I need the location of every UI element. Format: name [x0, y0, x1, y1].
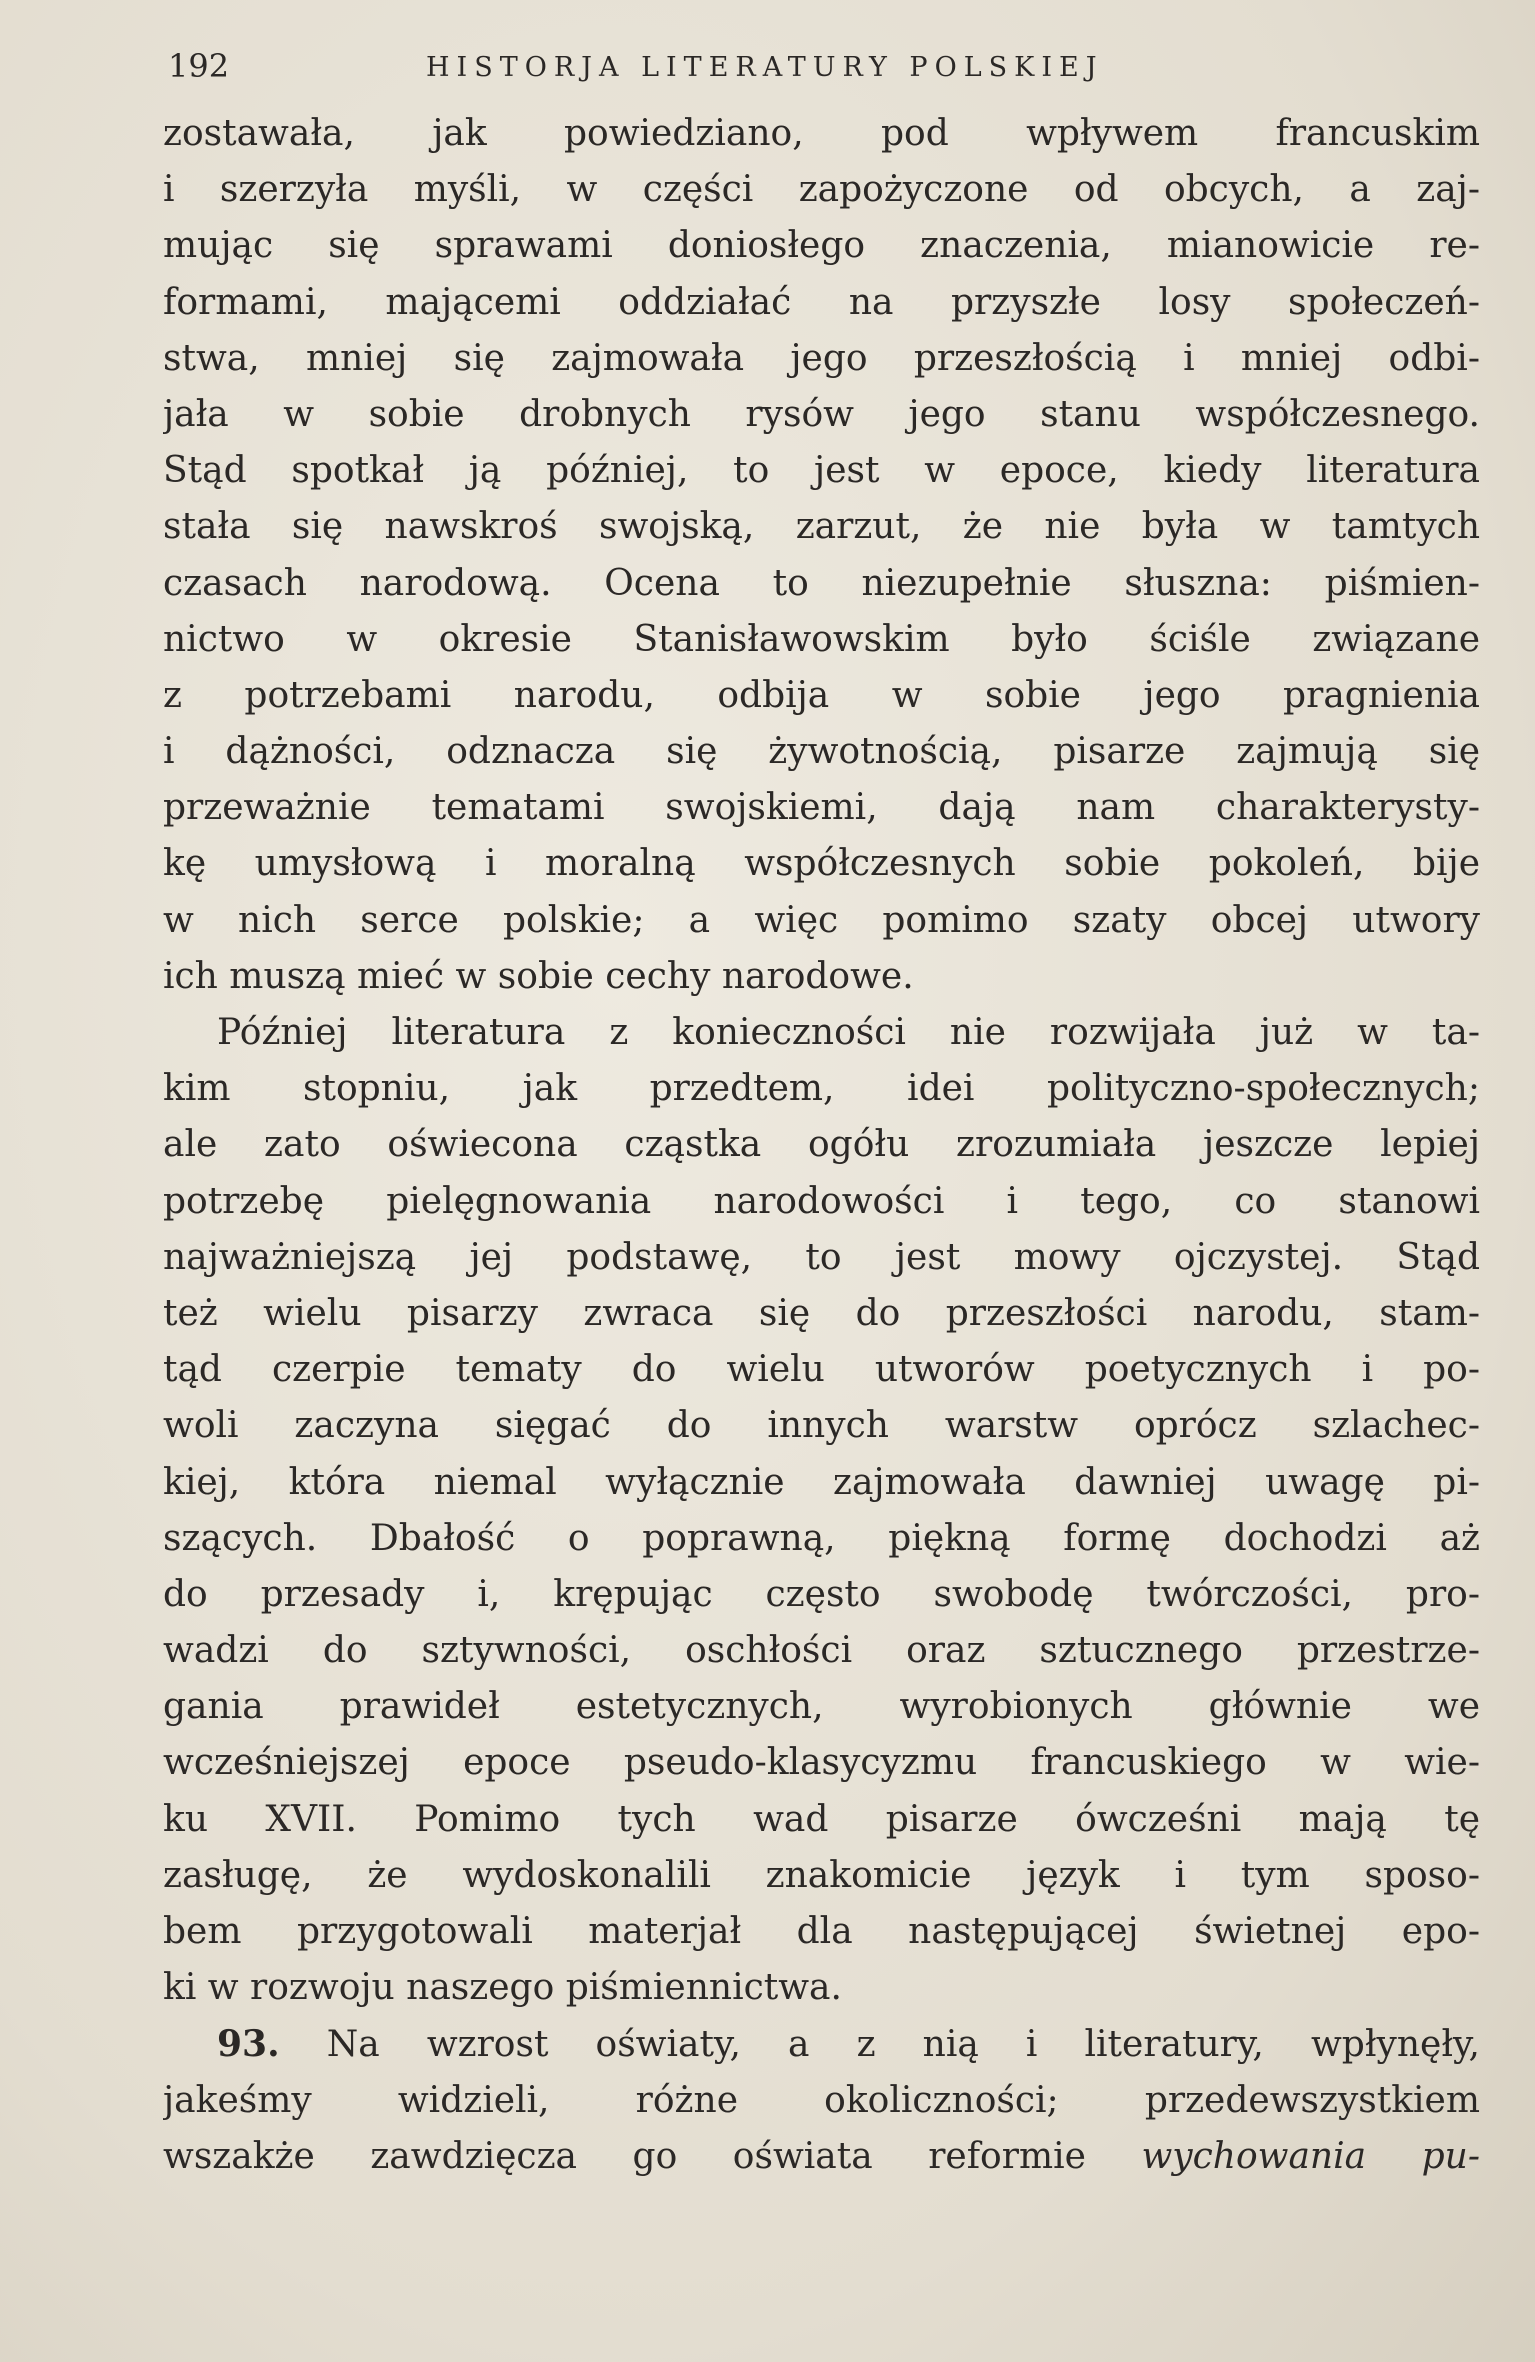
- section-93-text-plain: wszakże zawdzięcza go oświata reformie: [163, 2135, 1086, 2177]
- text-line: ale zato oświecona cząstka ogółu zrozumiała jeszcze lepiej: [163, 1124, 1480, 1166]
- text-line: kim stopniu, jak przedtem, idei polityczno-społecznych;: [163, 1068, 1480, 1110]
- page-header: [168, 44, 1478, 88]
- body-text: [163, 106, 1480, 2185]
- text-line: z potrzebami narodu, odbija w sobie jego pragnienia: [163, 674, 1480, 716]
- text-line: zasługę, że wydoskonalili znakomicie język i tym sposo-: [163, 1854, 1480, 1896]
- text-line: szących. Dbałość o poprawną, piękną formę dochodzi aż: [163, 1517, 1480, 1559]
- text-line: jała w sobie drobnych rysów jego stanu współczesnego.: [163, 393, 1480, 435]
- section-93-line-2: jakeśmy widzieli, różne okoliczności; przedewszystkiem: [163, 2079, 1480, 2121]
- text-line: ich muszą mieć w sobie cechy narodowe.: [163, 955, 914, 997]
- text-line: w nich serce polskie; a więc pomimo szaty obcej utwory: [163, 899, 1480, 941]
- text-line: kę umysłową i moralną współczesnych sobie pokoleń, bije: [163, 843, 1480, 885]
- text-line: tąd czerpie tematy do wielu utworów poetycznych i po-: [163, 1349, 1480, 1391]
- section-93-text-italic: wychowania pu-: [1141, 2135, 1480, 2177]
- section-93-text: Na wzrost oświaty, a z nią i literatury, wpłynęły,: [326, 2024, 1480, 2066]
- page-number: 192: [168, 47, 230, 85]
- text-line: gania prawideł estetycznych, wyrobionych głównie we: [163, 1686, 1480, 1728]
- text-line: i szerzyła myśli, w części zapożyczone od obcych, a zaj-: [163, 169, 1480, 211]
- text-line: przeważnie tematami swojskiemi, dają nam charakterysty-: [163, 787, 1480, 829]
- section-93-line-3: [163, 2129, 1480, 2185]
- text-line: do przesady i, krępując często swobodę twórczości, pro-: [163, 1573, 1480, 1615]
- text-line: nictwo w okresie Stanisławowskim było ściśle związane: [163, 618, 1480, 660]
- text-line: ku XVII. Pomimo tych wad pisarze ówcześni mają tę: [163, 1798, 1480, 1840]
- running-head: HISTORJA LITERATURY POLSKIEJ: [426, 52, 1104, 83]
- text-line: formami, mającemi oddziałać na przyszłe losy społeczeń-: [163, 281, 1480, 323]
- text-line: wadzi do sztywności, oschłości oraz sztucznego przestrze-: [163, 1630, 1480, 1672]
- text-line: też wielu pisarzy zwraca się do przeszłości narodu, stam-: [163, 1292, 1480, 1334]
- text-line: zostawała, jak powiedziano, pod wpływem francuskim: [163, 113, 1480, 154]
- section-number: 93.: [217, 2023, 280, 2066]
- text-line: kiej, która niemal wyłącznie zajmowała dawniej uwagę pi-: [163, 1461, 1480, 1503]
- text-line: najważniejszą jej podstawę, to jest mowy ojczystej. Stąd: [163, 1236, 1480, 1278]
- text-line: i dążności, odznacza się żywotnością, pisarze zajmują się: [163, 731, 1480, 773]
- text-line: ki w rozwoju naszego piśmiennictwa.: [163, 1967, 842, 2009]
- text-line: wcześniejszej epoce pseudo-klasycyzmu francuskiego w wie-: [163, 1742, 1480, 1784]
- text-line: mując się sprawami doniosłego znaczenia, mianowicie re-: [163, 225, 1480, 267]
- text-line: Później literatura z konieczności nie rozwijała już w ta-: [217, 1012, 1480, 1053]
- text-line: stała się nawskroś swojską, zarzut, że nie była w tamtych: [163, 506, 1480, 548]
- text-line: Stąd spotkał ją później, to jest w epoce, kiedy literatura: [163, 450, 1480, 492]
- section-93-line-1: [163, 2016, 1480, 2072]
- text-line: woli zaczyna sięgać do innych warstw oprócz szlachec-: [163, 1405, 1480, 1447]
- text-line: bem przygotowali materjał dla następującej świetnej epo-: [163, 1911, 1480, 1952]
- text-line: potrzebę pielęgnowania narodowości i tego, co stanowi: [163, 1180, 1480, 1222]
- text-line: stwa, mniej się zajmowała jego przeszłością i mniej odbi-: [163, 337, 1480, 379]
- text-line: czasach narodową. Ocena to niezupełnie słuszna: piśmien-: [163, 562, 1480, 604]
